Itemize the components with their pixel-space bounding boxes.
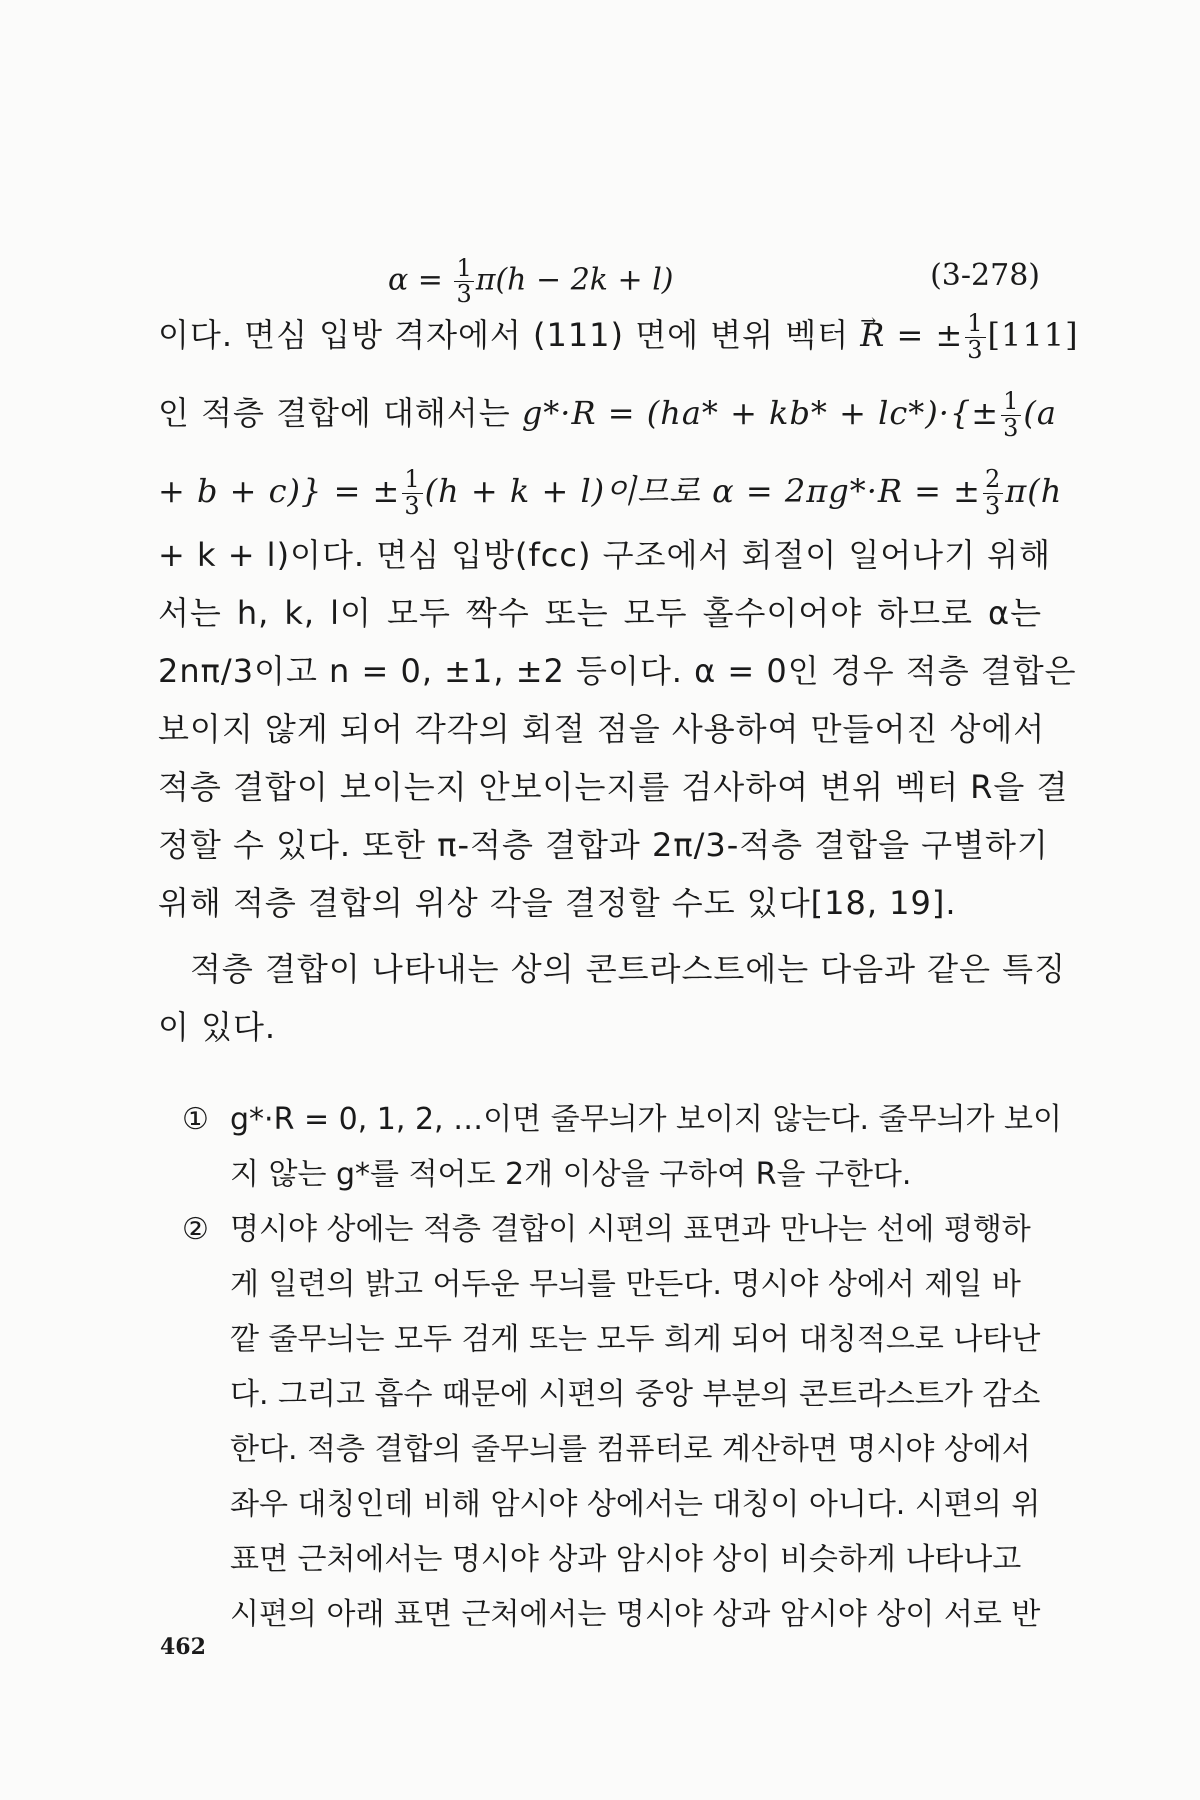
fraction-denominator: 3 (456, 280, 472, 309)
math-expression: (h + k + l)이므로 α = 2πg*·R = ± (424, 472, 981, 510)
paragraph-line (158, 306, 1079, 364)
fraction (983, 467, 1003, 518)
numbered-list (182, 1092, 1062, 1642)
fraction (965, 311, 985, 362)
fraction-denominator: 3 (967, 335, 984, 364)
list-line: 좌우 대칭인데 비해 암시야 상에서는 대칭이 아니다. 시편의 위 (230, 1487, 1041, 1522)
fraction-numerator: 2 (984, 465, 1002, 494)
list-item (182, 1202, 1042, 1642)
list-line: 시편의 아래 표면 근처에서는 명시야 상과 암시야 상이 서로 반 (230, 1597, 1041, 1632)
equation-body (388, 256, 674, 307)
paragraph-line: 이 있다. (158, 1008, 277, 1046)
page-number: 462 (160, 1634, 206, 1660)
paragraph-line: 2nπ/3이고 n = 0, ±1, ±2 등이다. α = 0인 경우 적층 결합은 (158, 652, 1077, 690)
math-expression: (a (1023, 394, 1057, 432)
list-line: 명시야 상에는 적층 결합이 시편의 표면과 만나는 선에 평행하 (230, 1212, 1031, 1247)
fraction-denominator: 3 (984, 491, 1002, 520)
list-line: g*·R = 0, 1, 2, …이면 줄무늬가 보이지 않는다. 줄무늬가 보이 (230, 1102, 1062, 1137)
paragraph-1 (158, 306, 1079, 932)
list-line: 표면 근처에서는 명시야 상과 암시야 상이 비슷하게 나타나고 (230, 1542, 1022, 1577)
equation-number: (3-278) (930, 258, 1040, 293)
text-run: = ± (885, 316, 964, 354)
text-run: 이다. 면심 입방 격자에서 (111) 면에 변위 벡터 (158, 316, 861, 354)
paragraph-line: 적층 결합이 보이는지 안보이는지를 검사하여 변위 벡터 R을 결 (158, 768, 1069, 806)
text-run: [111] (987, 316, 1079, 354)
fraction-denominator: 3 (404, 491, 421, 520)
equation-rhs: π(h − 2k + l) (475, 262, 674, 298)
list-item (182, 1092, 1062, 1202)
fraction-numerator: 1 (404, 465, 421, 494)
fraction-numerator: 1 (1003, 387, 1020, 416)
math-expression: g*·R = (ha* + kb* + lc*)·{± (521, 394, 1000, 432)
paragraph-line: 적층 결합이 나타내는 상의 콘트라스트에는 다음과 같은 특징 (190, 950, 1067, 988)
list-line: 다. 그리고 흡수 때문에 시편의 중앙 부분의 콘트라스트가 감소 (230, 1377, 1041, 1412)
vector-r: R → (860, 306, 885, 364)
fraction-numerator: 1 (456, 254, 472, 282)
fraction (1001, 389, 1021, 440)
paragraph-line (158, 384, 1057, 442)
list-line: 게 일련의 밝고 어두운 무늬를 만든다. 명시야 상에서 제일 바 (230, 1267, 1021, 1302)
paragraph-line: 보이지 않게 되어 각각의 회절 점을 사용하여 만들어진 상에서 (158, 710, 1046, 748)
list-marker: ② (182, 1212, 209, 1247)
list-marker: ① (182, 1102, 209, 1137)
paragraph-2 (158, 940, 1067, 1056)
paragraph-line: 위해 적층 결합의 위상 각을 결정할 수도 있다[18, 19]. (158, 884, 957, 922)
math-expression: π(h (1005, 472, 1063, 510)
math-expression: + b + c)} = ± (158, 472, 401, 510)
fraction-denominator: 3 (1003, 413, 1020, 442)
list-line: 한다. 적층 결합의 줄무늬를 컴퓨터로 계산하면 명시야 상에서 (230, 1432, 1031, 1467)
paragraph-line (158, 462, 1063, 520)
paragraph-line: 정할 수 있다. 또한 π-적층 결합과 2π/3-적층 결합을 구별하기 (158, 826, 1049, 864)
paragraph-line: + k + l)이다. 면심 입방(fcc) 구조에서 회절이 일어나기 위해 (158, 536, 1052, 574)
equation-fraction (454, 256, 473, 307)
text-run: 인 적층 결합에 대해서는 (158, 394, 522, 432)
list-line: 깥 줄무늬는 모두 검게 또는 모두 희게 되어 대칭적으로 나타난 (230, 1322, 1041, 1357)
equation-lhs: α = (388, 262, 443, 298)
fraction (402, 467, 422, 518)
paragraph-line: 서는 h, k, l이 모두 짝수 또는 모두 홀수이어야 하므로 α는 (158, 594, 1042, 632)
list-line: 지 않는 g*를 적어도 2개 이상을 구하여 R을 구한다. (230, 1157, 912, 1192)
fraction-numerator: 1 (967, 309, 984, 338)
